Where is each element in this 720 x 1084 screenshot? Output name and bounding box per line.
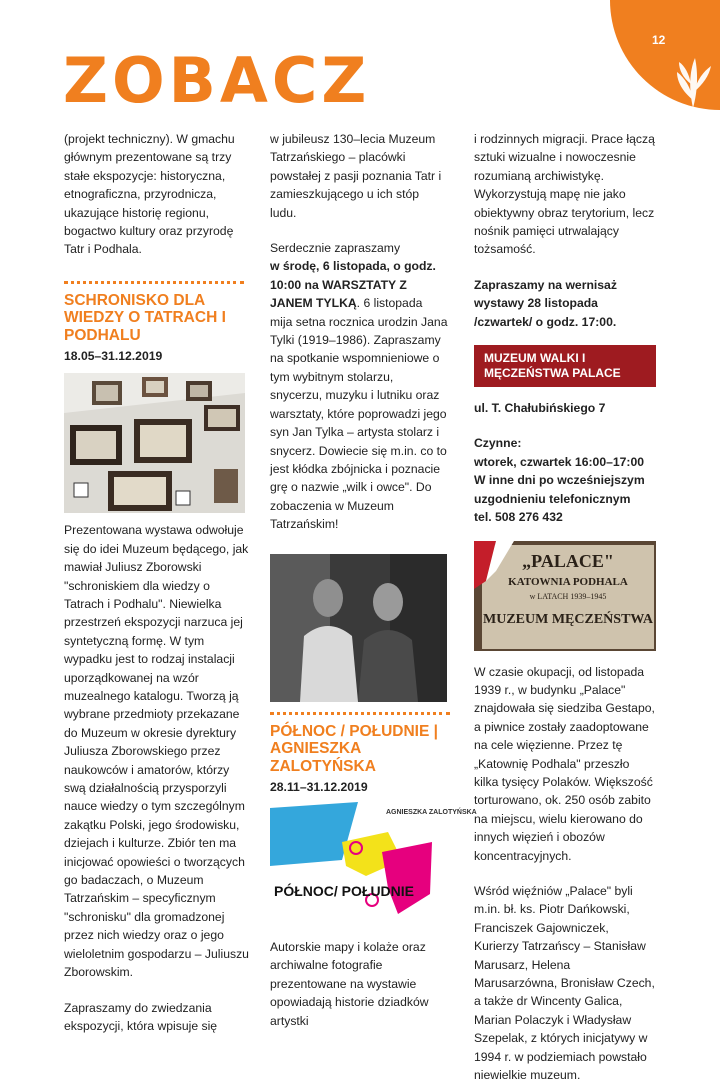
exhibition-photo xyxy=(64,373,245,513)
hours-label: Czynne: xyxy=(474,436,522,451)
palace-history: W czasie okupacji, od listopada 1939 r., w budynku „Palace" znajdowała się siedziba Gestapo, a piwnice zostały zaadoptowane na cele więzienne. Przez tę „Katownię Podhala" przeszło kilka tysięcy Polaków. Większość torturowano, ok. 250 osób zabito na miejscu, wielu kierowano do innych więzień i obozów koncentracyjnych. xyxy=(474,664,655,863)
section-title-schronisko: SCHRONISKO DLA WIEDZY O TATRACH I PODHALU xyxy=(64,291,226,344)
dotted-divider xyxy=(270,712,450,715)
intro-paragraph: (projekt techniczny). W gmachu głównym prezentowane są trzy stałe ekspozycje: historyczna, etnograficzna, przyrodnicza, ukazujące historię regionu, bogactwo kultury oraz przyrodę Tatr i Podhala. xyxy=(64,132,235,257)
page-number: 12 xyxy=(652,33,666,47)
jubilee-paragraph: w jubileusz 130–lecia Muzeum Tatrzańskiego – placówki powstałej z pasji poznania Tatr i zamieszkującego u ich stóp ludu. xyxy=(270,132,442,220)
section-title-polnoc: PÓŁNOC / POŁUDNIE | AGNIESZKA ZALOTYŃSKA xyxy=(270,722,438,775)
museum-title-box: MUZEUM WALKI I MĘCZEŃSTWA PALACE xyxy=(474,345,656,387)
schronisko-invitation: Zapraszamy do zwiedzania ekspozycji, która wpisuje się xyxy=(64,1000,218,1033)
jan-tylka-photo xyxy=(270,554,447,702)
column-left xyxy=(64,130,249,1035)
migration-paragraph: i rodzinnych migracji. Prace łączą sztuki wizualne i nowoczesnie rozumianą archiwistykę. Wykorzystują mapę nie jako obiektywny obraz terytorium, lecz nośnik pamięci utrwalający tożsamość. xyxy=(474,132,655,257)
polnoc-description: Autorskie mapy i kolaże oraz archiwalne fotografie prezentowane na wystawie opowiadają historie dziadków artystki xyxy=(270,940,429,1028)
palace-prisoners: Wśród więźniów „Palace" byli m.in. bł. ks. Piotr Dańkowski, Franciszek Gajowniczek, Kurierzy Tatrzańscy – Stanisław Marusarz, Helena Marusarzówna, Bronisław Czech, a także dr Wincenty Galica, Marian Polaczyk i Władysław Szepelak, z których inicjatywy w 1994 r. w podziemiach powstało niewielkie muzeum. xyxy=(474,883,655,1083)
column-right xyxy=(474,130,656,1084)
poster-title: PÓŁNOC/ POŁUDNIE xyxy=(274,883,415,900)
vernissage-invite: Zapraszamy na wernisaż wystawy 28 listopada /czwartek/ o godz. 17:00. xyxy=(474,277,617,329)
sign-line-3: w LATACH 1939–1945 xyxy=(529,591,607,601)
section-dates: 18.05–31.12.2019 xyxy=(64,349,163,364)
workshop-description: . 6 listopada mija setna rocznica urodzin Jana Tylki (1919–1986). Zapraszamy na spotkanie wspomnieniowe o tym wybitnym stolarzu, snycerzu, muzyku i lutniku oraz warsztaty, które poprowadzi jego syn Jan Tylka – artysta stolarz i snycerz. Dowiecie się m.in. co to jest kłódka zbójnicka i poznacie grę o nazwie „wilk i owce". Do zobaczenia w Muzeum Tatrzańskim! xyxy=(270,296,448,532)
hours-note: W inne dni po wcześniejszym uzgodnieniu telefonicznym xyxy=(474,473,645,506)
dotted-divider xyxy=(64,281,244,284)
sign-line-1: „PALACE" xyxy=(522,550,614,571)
schronisko-description: Prezentowana wystawa odwołuje się do idei Muzeum będącego, jak mawiał Juliusz Zborowski "schroniskiem dla wiedzy o Tatrach i Podhalu". Niewielka przestrzeń ekspozycji narzuca jej syntetyczną formę. W tym wypadku jest to rodzaj instalacji uporządkowanej na wzór muzealnego katalogu. Tworzą ją wybrane przedmioty przekazane do Muzeum w okresie dyrektury Juliusza Zborowskiego przez naukowców i amatorów, którzy swą działalnością przysporzyli nauce wiedzy o tym szczególnym zakątku Polski, jego środowisku, dziejach i kulturze. Zbiór ten ma inicjować opowieści o tworzących go badaczach, o Muzeum Tatrzańskim – specyficznym "schronisku" dla gromadzonej przez nich wiedzy oraz o jego wieloletnim gospodarzu – Juliuszu Zborowskim. xyxy=(64,523,249,980)
opening-hours: wtorek, czwartek 16:00–17:00 xyxy=(474,454,645,469)
page-corner-decoration xyxy=(605,0,720,120)
workshop-invite: Serdecznie zapraszamy xyxy=(270,241,401,256)
poster-author: AGNIESZKA ZALOTYŃSKA xyxy=(386,809,477,817)
sign-line-4: MUZEUM MĘCZEŃSTWA xyxy=(483,611,653,627)
workshop-date: w środę, 6 listopada, o godz. 10:00 na WARSZTATY Z JANEM TYLKĄ xyxy=(270,259,436,311)
museum-sign-photo xyxy=(474,541,656,651)
sign-line-2: KATOWNIA PODHALA xyxy=(508,575,628,588)
column-middle xyxy=(270,130,477,1030)
exhibition-poster xyxy=(270,802,477,930)
page-heading: ZOBACZ xyxy=(63,44,371,117)
museum-address: ul. T. Chałubińskiego 7 xyxy=(474,401,606,416)
phone-number: tel. 508 276 432 xyxy=(474,510,563,525)
section-dates: 28.11–31.12.2019 xyxy=(270,780,368,795)
